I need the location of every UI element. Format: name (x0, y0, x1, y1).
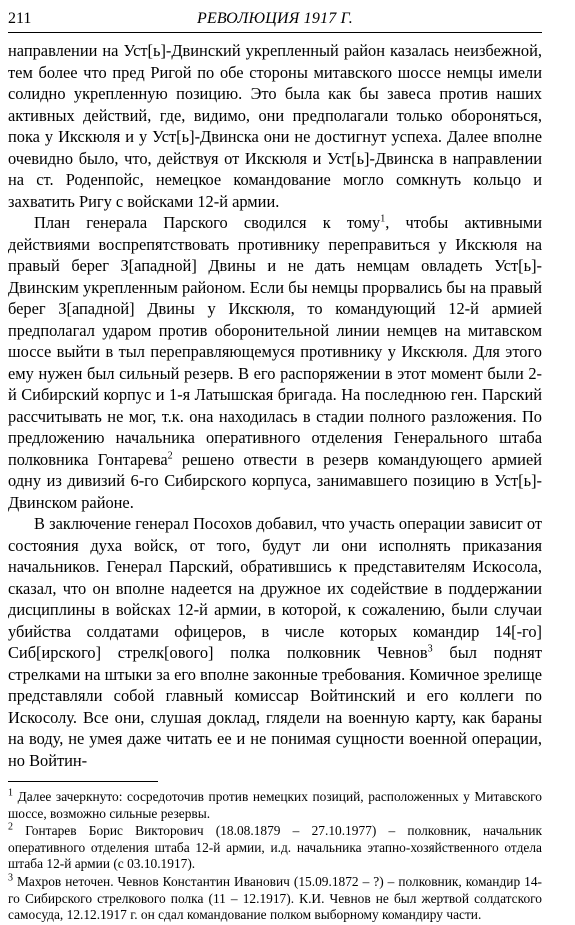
paragraph-text: был поднят стрелками на штыки за его вполне законные требования. Комичное зрелище представляли собой главный комиссар Войтинский и его коллеги по Искосолу. Все они, слушая доклад, глядели на военную карту, как бараны на воду, не умея даже читать ее и не понимая сущности военной операции, но Войтин- (8, 643, 542, 770)
footnote-ref-2: 2 (167, 450, 173, 462)
paragraph-text: решено отвести в резерв командующего армией одну из дивизий 6-го Сибирского корпуса, занимавшего позицию в Уст[ь]-Двинском районе. (8, 449, 542, 512)
paragraph-text: План генерала Парского сводился к тому (34, 213, 381, 232)
running-title: РЕВОЛЮЦИЯ 1917 Г. (196, 10, 353, 27)
footnote-ref-1: 1 (380, 213, 386, 225)
main-text (8, 40, 542, 771)
footnote-text: Махров неточен. Чевнов Константин Иванович (15.09.1872 – ?) – полковник, командир 14-го Сибирского стрелкового полка (11 – 12.1917). К.И. Чевнов не был жертвой солдатского самосуда, 12.12.1917 г. он сдал командование полком выборному командиру части. (8, 873, 542, 923)
paragraph-text: направлении на Уст[ь]-Двинский укрепленный район казалась неизбежной, тем более что пред Ригой по обе стороны митавского шоссе немцы имели солидно укрепленную позицию. Это была как бы завеса против наших активных действий, где, видимо, они предполагали только обороняться, пока у Икскюля и у Уст[ь]-Двинска они не достигнут успеха. Далее вполне очевидно было, что, действуя от Икскюля и Уст[ь]-Двинска в направлении на ст. Роденпойс, немецкое командование могло сомкнуть кольцо и захватить Ригу с войсками 12-й армии. (8, 41, 542, 211)
footnote-marker: 3 (8, 872, 13, 884)
footnote-text: Далее зачеркнуто: сосредоточив против немецких позиций, расположенных у Митавского шоссе, возможно сильные резервы. (8, 789, 542, 821)
footnote-marker: 1 (8, 787, 13, 799)
paragraph-text: , чтобы активными действиями воспрепятствовать противнику переправиться у Икскюля на правый берег З[ападной] Двины и не дать немцам овладеть Уст[ь]-Двинским укрепленным районом. Если бы немцы прорвались бы на правый берег З[ападной] Двины у Икскюля, то командующий 12-й армией предполагал ударом против оборонительной линии немцев на митавском шоссе выйти в тыл переправляющемуся противнику у Икскюля. Для этого ему нужен был сильный резерв. В его распоряжении в этот момент были 2-й Сибирский корпус и 1-я Латышская бригада. На последнюю ген. Парский рассчитывать не мог, т.к. она находилась в стадии полного разложения. По предложению начальника оперативного отделения Генерального штаба полковника Гонтарева (8, 213, 542, 469)
paragraph-2 (8, 212, 542, 513)
footnotes (8, 789, 542, 924)
footnote-ref-3: 3 (427, 643, 433, 655)
footnote-2 (8, 823, 542, 873)
paragraph-3 (8, 513, 542, 771)
footnote-divider (8, 781, 158, 782)
paragraph-text: В заключение генерал Посохов добавил, что участь операции зависит от состояния духа войск, от того, будут ли они исполнять приказания начальников. Генерал Парский, обратившись к представителям Искосола, сказал, что он вполне надеется на дружное их содействие в поддержании дисциплины в войсках 12-й армии, в которой, к сожалению, были случаи убийства солдатами офицеров, в числе которых командир 14[-го] Сиб[ирского] стрелк[ового] полка полковник Чевнов (8, 514, 542, 662)
page-header (8, 8, 542, 33)
footnote-3 (8, 874, 542, 924)
paragraph-1 (8, 40, 542, 212)
book-page (8, 8, 542, 925)
footnote-marker: 2 (8, 821, 13, 833)
footnote-1 (8, 789, 542, 822)
page-number: 211 (8, 10, 32, 27)
footnote-text: Гонтарев Борис Викторович (18.08.1879 – 27.10.1977) – полковник, начальник оперативного отделения штаба 12-й армии, и.д. начальника этапно-хозяйственного отдела штаба 12-й армии (с 03.10.1917). (8, 823, 542, 872)
